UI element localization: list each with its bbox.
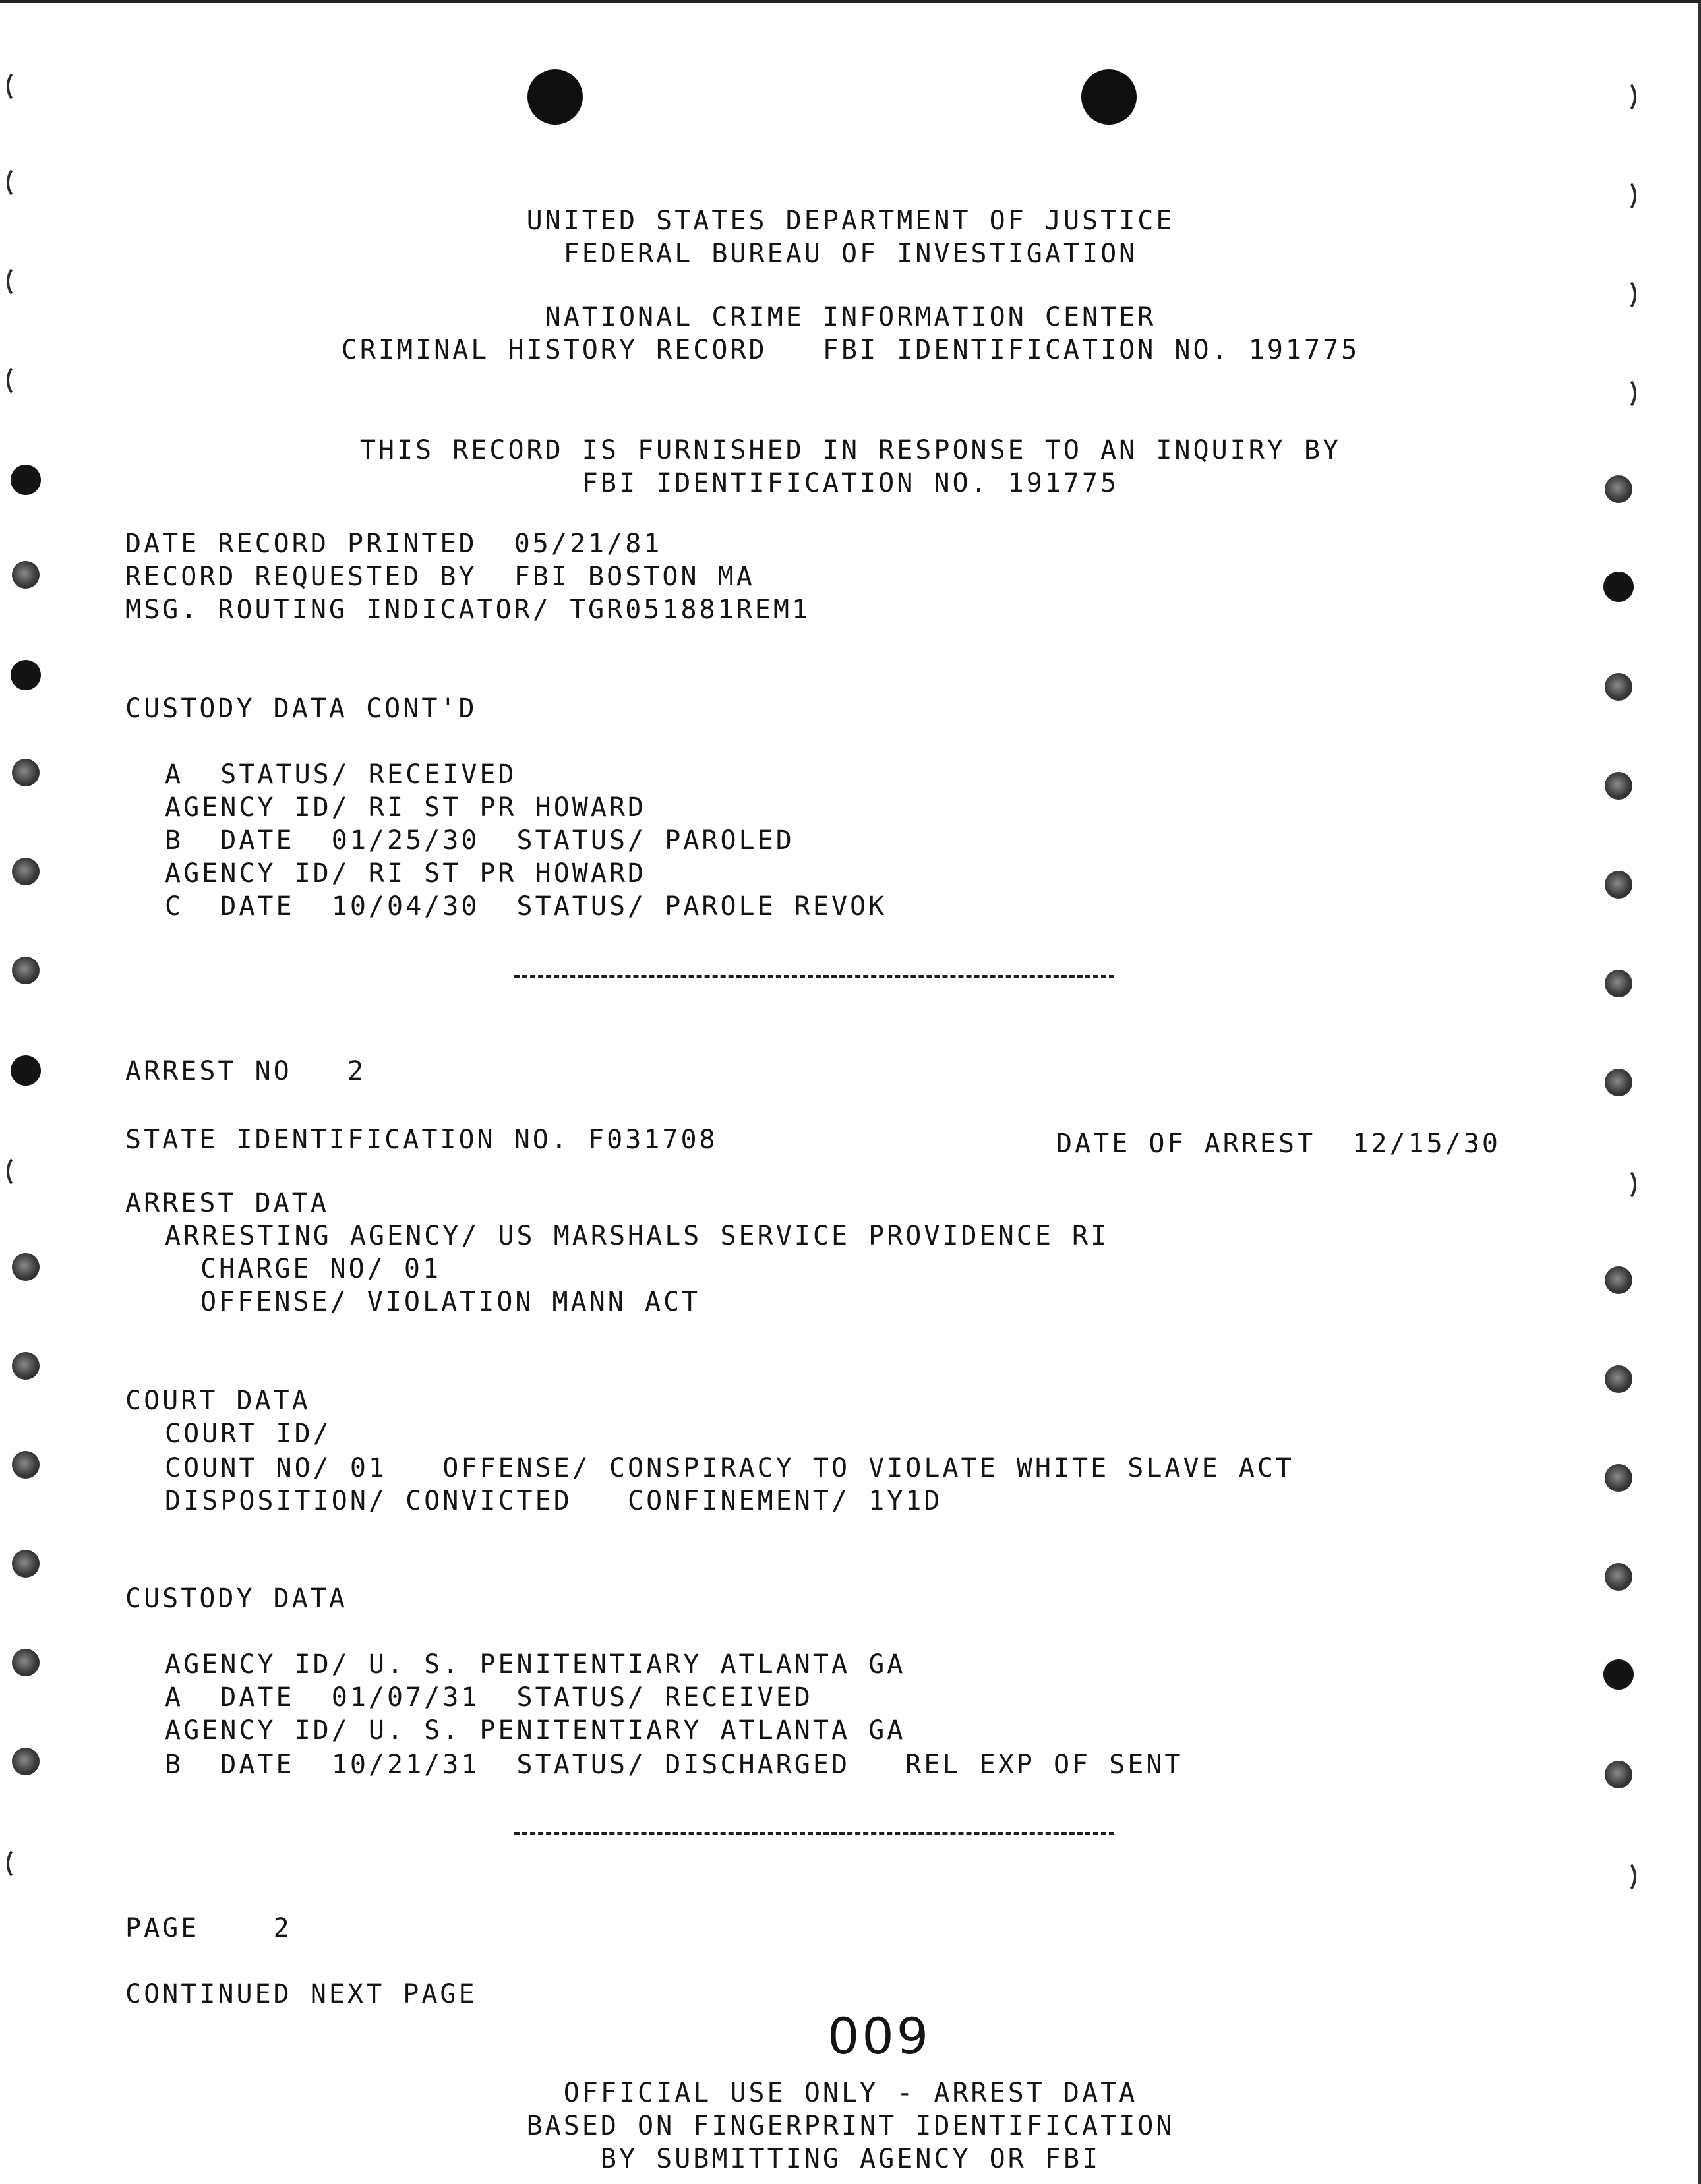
record-title: CRIMINAL HISTORY RECORD FBI IDENTIFICATION NO. 191775	[341, 335, 1360, 365]
continued-notice: CONTINUED NEXT PAGE	[125, 1979, 477, 2009]
custody-line: AGENCY ID/ U. S. PENITENTIARY ATLANTA GA	[165, 1715, 906, 1746]
left-feed-hole	[12, 759, 40, 786]
right-feed-hole	[1605, 1563, 1632, 1591]
left-feed-hole	[12, 957, 40, 984]
punch-hole	[1081, 69, 1137, 125]
right-feed-hole	[1603, 572, 1634, 602]
right-feed-hole	[1605, 1069, 1632, 1096]
custody-line: B DATE 10/21/31 STATUS/ DISCHARGED REL EXP OF SENT	[165, 1750, 1183, 1780]
right-feed-hole	[1605, 1365, 1632, 1393]
fingerprint-notice: BASED ON FINGERPRINT IDENTIFICATION	[526, 2111, 1175, 2141]
furnished-notice: THIS RECORD IS FURNISHED IN RESPONSE TO AN INQUIRY BY	[359, 435, 1342, 465]
left-feed-hole	[12, 858, 40, 885]
right-feed-hole	[1605, 1464, 1632, 1492]
punch-hole	[527, 69, 583, 125]
section-divider	[514, 1832, 1114, 1835]
right-feed-hole	[1605, 970, 1632, 997]
custody-contd-line: AGENCY ID/ RI ST PR HOWARD	[165, 792, 647, 823]
custody-contd-line: A STATUS/ RECEIVED	[165, 759, 517, 790]
arrest-offense: OFFENSE/ VIOLATION MANN ACT	[200, 1287, 701, 1317]
left-feed-hole-outline	[7, 69, 30, 103]
left-feed-hole	[11, 660, 41, 690]
left-feed-hole-outline	[7, 1846, 30, 1881]
arrest-number: ARREST NO 2	[125, 1056, 367, 1086]
left-feed-hole	[12, 1649, 40, 1676]
record-requested-by: RECORD REQUESTED BY FBI BOSTON MA	[125, 562, 755, 592]
left-feed-hole-outline	[7, 1154, 30, 1189]
custody-line: AGENCY ID/ U. S. PENITENTIARY ATLANTA GA	[165, 1649, 906, 1680]
right-feed-hole	[1603, 1659, 1634, 1690]
ncic-title: NATIONAL CRIME INFORMATION CENTER	[545, 302, 1156, 332]
custody-line: A DATE 01/07/31 STATUS/ RECEIVED	[165, 1682, 813, 1713]
furnished-fbi-number: FBI IDENTIFICATION NO. 191775	[582, 468, 1119, 498]
custody-contd-line: AGENCY ID/ RI ST PR HOWARD	[165, 858, 647, 889]
left-feed-hole	[11, 1055, 41, 1086]
left-feed-hole	[12, 1550, 40, 1578]
arrest-data-heading: ARREST DATA	[125, 1188, 329, 1218]
official-use-notice: OFFICIAL USE ONLY - ARREST DATA	[563, 2078, 1138, 2108]
custody-contd-heading: CUSTODY DATA CONT'D	[125, 694, 477, 724]
right-feed-hole	[1605, 673, 1632, 701]
right-feed-hole-outline	[1613, 1167, 1636, 1202]
right-feed-hole	[1605, 772, 1632, 800]
page-number: PAGE 2	[125, 1913, 292, 1943]
department-title: UNITED STATES DEPARTMENT OF JUSTICE	[526, 206, 1175, 236]
date-of-arrest: DATE OF ARREST 12/15/30	[1056, 1129, 1501, 1159]
right-feed-hole	[1605, 871, 1632, 899]
bureau-title: FEDERAL BUREAU OF INVESTIGATION	[563, 239, 1138, 269]
state-identification-number: STATE IDENTIFICATION NO. F031708	[125, 1125, 718, 1155]
routing-indicator: MSG. ROUTING INDICATOR/ TGR051881REM1	[125, 595, 811, 625]
right-feed-hole-outline	[1613, 80, 1636, 114]
date-record-printed: DATE RECORD PRINTED 05/21/81	[125, 529, 663, 559]
left-feed-hole	[12, 1748, 40, 1775]
custody-data-heading: CUSTODY DATA	[125, 1583, 347, 1614]
submitting-agency-notice: BY SUBMITTING AGENCY OR FBI	[600, 2144, 1101, 2174]
left-feed-hole	[12, 1253, 40, 1281]
custody-contd-line: C DATE 10/04/30 STATUS/ PAROLE REVOK	[165, 891, 887, 922]
right-feed-hole-outline	[1613, 1860, 1636, 1894]
right-feed-hole	[1605, 1761, 1632, 1788]
court-count: COUNT NO/ 01 OFFENSE/ CONSPIRACY TO VIOLATE WHITE SLAVE ACT	[165, 1453, 1295, 1483]
handwritten-page-number: 009	[827, 2007, 932, 2065]
left-feed-hole-outline	[7, 165, 30, 200]
right-feed-hole-outline	[1613, 376, 1636, 411]
custody-contd-line: B DATE 01/25/30 STATUS/ PAROLED	[165, 825, 794, 856]
court-disposition: DISPOSITION/ CONVICTED CONFINEMENT/ 1Y1D	[165, 1486, 943, 1516]
right-feed-hole	[1605, 1266, 1632, 1294]
arresting-agency: ARRESTING AGENCY/ US MARSHALS SERVICE PROVIDENCE RI	[165, 1221, 1110, 1251]
left-feed-hole	[12, 1451, 40, 1479]
left-feed-hole	[12, 1352, 40, 1380]
left-feed-hole-outline	[7, 363, 30, 398]
left-feed-hole	[12, 561, 40, 589]
court-id: COURT ID/	[165, 1419, 332, 1449]
section-divider	[514, 975, 1114, 978]
court-data-heading: COURT DATA	[125, 1386, 311, 1416]
charge-number: CHARGE NO/ 01	[200, 1254, 442, 1284]
